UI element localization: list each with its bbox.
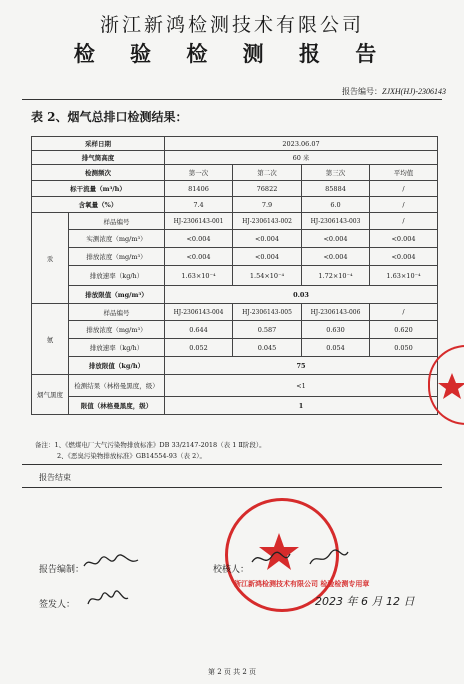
hg-sample-no: HJ-2306143-002 <box>233 213 302 230</box>
checker-label: 校核人： <box>213 565 250 575</box>
hg-limit-label: 排放限值（mg/m³） <box>69 286 165 304</box>
issuer-signature <box>86 588 130 610</box>
signature-date: 2023 年 6 月 12 日 <box>315 595 415 608</box>
checker-signature <box>250 548 350 570</box>
flow-value: 85884 <box>302 181 370 197</box>
hg-emission: <0.004 <box>233 248 302 266</box>
smoke-limit-label: 限值（林格曼黑度，级） <box>69 397 165 415</box>
notes <box>35 440 266 462</box>
report-end: 报告结束 <box>39 473 71 482</box>
table-caption: 表 2、烟气总排口检测结果： <box>31 110 188 124</box>
results-table <box>31 136 438 415</box>
flow-value: 81406 <box>165 181 233 197</box>
hg-measured: <0.004 <box>370 230 438 248</box>
smoke-result-label: 检测结果（林格曼黑度，级） <box>69 375 165 397</box>
nh3-sample-no: HJ-2306143-006 <box>302 304 370 321</box>
run-header: 第一次 <box>165 165 233 181</box>
run-header: 第三次 <box>302 165 370 181</box>
company-name: 浙江新鸿检测技术有限公司 <box>99 14 364 36</box>
document-title: 检 验 检 测 报 告 <box>73 41 391 66</box>
nh3-emission: 0.587 <box>233 321 302 339</box>
hg-rate: 1.54×10⁻⁴ <box>233 266 302 286</box>
nh3-emission-label: 排放浓度（mg/m³） <box>69 321 165 339</box>
smoke-result: <1 <box>165 375 438 397</box>
report-number-label: 报告编号： <box>342 87 383 96</box>
nh3-limit: 75 <box>165 357 438 375</box>
hg-rate: 1.72×10⁻⁴ <box>302 266 370 286</box>
notes-divider <box>22 464 442 465</box>
o2-value: 7.4 <box>165 197 233 213</box>
compiler-signature <box>82 552 142 572</box>
o2-value: / <box>370 197 438 213</box>
o2-value: 6.0 <box>302 197 370 213</box>
hg-sample-no: / <box>370 213 438 230</box>
nh3-emission: 0.630 <box>302 321 370 339</box>
nh3-emission: 0.620 <box>370 321 438 339</box>
seam-stamp <box>428 345 464 425</box>
hg-rate: 1.63×10⁻⁴ <box>165 266 233 286</box>
nh3-sample-no: HJ-2306143-005 <box>233 304 302 321</box>
header-divider <box>22 99 442 100</box>
flow-value: / <box>370 181 438 197</box>
stack-height: 60 米 <box>165 151 438 165</box>
nh3-sample-no: / <box>370 304 438 321</box>
nh3-sample-no-label: 样品编号 <box>69 304 165 321</box>
pollutant-mercury: 汞 <box>32 213 69 304</box>
report-number-value: ZJXH(HJ)-2306143 <box>382 87 446 96</box>
nh3-rate-label: 排放速率（kg/h） <box>69 339 165 357</box>
issuer-label: 签发人： <box>39 600 76 610</box>
seam-star-icon <box>430 347 464 423</box>
page-number: 第 2 页 共 2 页 <box>207 668 257 676</box>
nh3-rate: 0.054 <box>302 339 370 357</box>
pollutant-smoke-blackness: 烟气黑度 <box>32 375 69 415</box>
nh3-limit-label: 排放限值（kg/h） <box>69 357 165 375</box>
hg-emission: <0.004 <box>302 248 370 266</box>
hg-sample-no: HJ-2306143-003 <box>302 213 370 230</box>
hg-emission: <0.004 <box>370 248 438 266</box>
hg-measured: <0.004 <box>233 230 302 248</box>
o2-label: 含氧量（%） <box>32 197 165 213</box>
hg-measured-label: 实测浓度（mg/m³） <box>69 230 165 248</box>
nh3-rate: 0.045 <box>233 339 302 357</box>
report-number <box>342 86 446 97</box>
hg-emission-label: 排放浓度（mg/m³） <box>69 248 165 266</box>
hg-rate: 1.63×10⁻⁴ <box>370 266 438 286</box>
stamp-text: 浙江新鸿检测技术有限公司 检验检测专用章 <box>234 579 370 588</box>
o2-value: 7.9 <box>233 197 302 213</box>
stack-height-label: 排气筒高度 <box>32 151 165 165</box>
smoke-limit: 1 <box>165 397 438 415</box>
flow-label: 标干流量（m³/h） <box>32 181 165 197</box>
run-header: 第二次 <box>233 165 302 181</box>
compiler-label: 报告编制： <box>39 565 85 575</box>
hg-sample-no: HJ-2306143-001 <box>165 213 233 230</box>
hg-rate-label: 排放速率（kg/h） <box>69 266 165 286</box>
frequency-label: 检测频次 <box>32 165 165 181</box>
pollutant-ammonia: 氨 <box>32 304 69 375</box>
flow-value: 76822 <box>233 181 302 197</box>
run-header: 平均值 <box>370 165 438 181</box>
hg-measured: <0.004 <box>302 230 370 248</box>
nh3-rate: 0.052 <box>165 339 233 357</box>
hg-measured: <0.004 <box>165 230 233 248</box>
nh3-emission: 0.644 <box>165 321 233 339</box>
sampling-date: 2023.06.07 <box>165 137 438 151</box>
end-divider <box>22 487 442 488</box>
note-line: 备注：1、《燃煤电厂大气污染物排放标准》DB 33/2147-2018（表 1 Ⅱ阶段）。 <box>35 441 266 449</box>
hg-sample-no-label: 样品编号 <box>69 213 165 230</box>
sampling-date-label: 采样日期 <box>32 137 165 151</box>
nh3-rate: 0.050 <box>370 339 438 357</box>
nh3-sample-no: HJ-2306143-004 <box>165 304 233 321</box>
hg-emission: <0.004 <box>165 248 233 266</box>
note-line: 2、《恶臭污染物排放标准》GB14554-93（表 2）。 <box>57 452 206 460</box>
hg-limit: 0.03 <box>165 286 438 304</box>
